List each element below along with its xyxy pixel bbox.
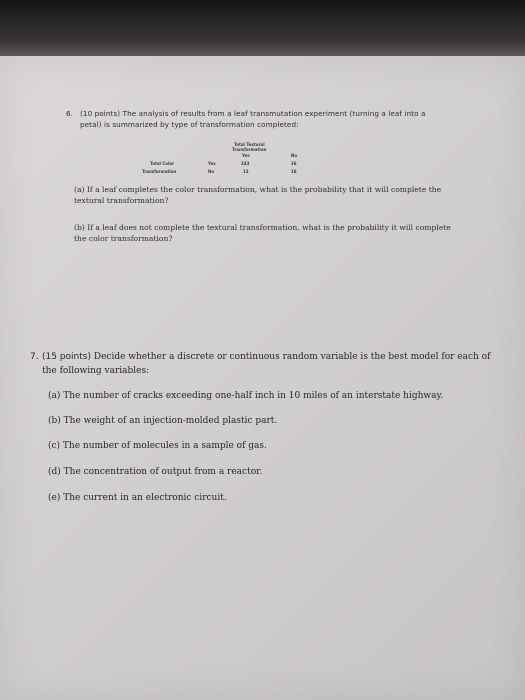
question-6b — [74, 222, 494, 244]
question-6b-line-1: (b) If a leaf does not complete the textural transformation, what is the probability it will complete — [74, 223, 451, 232]
question-6-number: 6. — [66, 109, 74, 118]
row-no: No — [208, 169, 215, 174]
contingency-table — [140, 142, 310, 182]
question-7 — [30, 350, 510, 378]
col-no: No — [291, 153, 298, 158]
dark-background — [0, 0, 525, 60]
question-7b: (b) The weight of an injection-molded plastic part. — [48, 416, 278, 426]
row-header-2: Transformation — [142, 169, 177, 174]
col-header-2: Transformation — [232, 147, 267, 152]
question-6 — [66, 108, 486, 130]
question-7-text-1: Decide whether a discrete or continuous random variable is the best model for each of — [93, 352, 491, 362]
question-6-points: (10 points) — [80, 109, 121, 118]
question-7-line-1 — [30, 350, 510, 364]
row-yes: Yes — [208, 161, 216, 166]
cell-no-no: 18 — [291, 169, 297, 174]
question-6-text-1: The analysis of results from a leaf transmutation experiment (turning a leaf into a — [122, 109, 426, 118]
question-6b-line-2: the color transformation? — [74, 234, 173, 243]
question-6-line-1 — [66, 108, 486, 119]
question-7-points: (15 points) — [42, 352, 91, 362]
question-7c: (c) The number of molecules in a sample of gas. — [48, 441, 267, 451]
question-7-text-2: the following variables: — [42, 366, 150, 376]
question-7d: (d) The concentration of output from a reactor. — [48, 467, 263, 477]
question-7a: (a) The number of cracks exceeding one-half inch in 10 miles of an interstate highway. — [48, 391, 444, 401]
col-header-1: Total Textural — [234, 142, 265, 147]
cell-yes-yes: 243 — [241, 161, 250, 166]
col-yes: Yes — [242, 153, 250, 158]
cell-no-yes: 13 — [243, 169, 249, 174]
cell-yes-no: 26 — [291, 161, 297, 166]
question-7-number: 7. — [30, 352, 39, 362]
question-6-text-2: petal) is summarized by type of transformation completed: — [80, 120, 299, 129]
question-6a — [74, 184, 494, 206]
row-header-1: Total Color — [150, 161, 175, 166]
question-6a-line-1: (a) If a leaf completes the color transformation, what is the probability that it will complete the — [74, 185, 442, 194]
question-6a-line-2: textural transformation? — [74, 196, 169, 205]
question-7e: (e) The current in an electronic circuit. — [48, 493, 227, 503]
